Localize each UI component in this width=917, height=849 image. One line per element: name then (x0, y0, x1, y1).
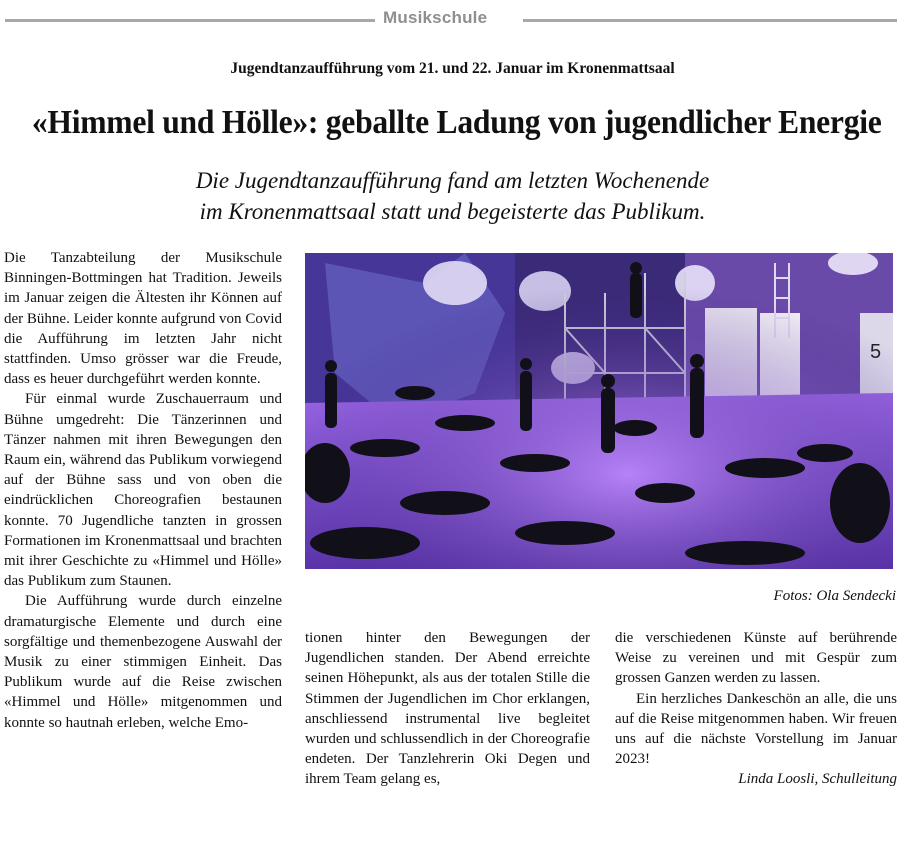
article-column-1 (4, 248, 282, 733)
paragraph: tionen hinter den Bewegungen der Jugendlichen standen. Der Abend erreichte seinen Höhepunkt, als aus der totalen Stille die Stimmen der Jugendlichen im Chor erklangen, anschliessend instrumental live begleitet wurden und schlussendlich in der Choreografie endeten. Der Tanzlehrerin Oki Degen und ihrem Team gelang es, (305, 630, 590, 788)
lead-line-2: im Kronenmattsaal statt und begeisterte das Publikum. (199, 199, 706, 224)
author-signature: Linda Loosli, Schulleitung (738, 771, 897, 788)
article-lead (0, 165, 905, 227)
paragraph: Die Tanzabteilung der Musikschule Binningen-Bottmingen hat Tradition. Jeweils im Januar zeigen die Ältesten ihr Können auf der Bühne. Leider konnte aufgrund von Covid die Aufführung im letzten Jahr nicht stattfinden. Umso grösser war die Freude, dass es heuer durchgeführt werden konnte. (4, 250, 282, 388)
section-rule-right (523, 19, 897, 22)
article-headline: «Himmel und Hölle»: geballte Ladung von jugendlicher Energie (31, 104, 882, 141)
article-column-2 (305, 628, 590, 790)
lead-line-1: Die Jugendtanzaufführung fand am letzten Wochenende (195, 168, 710, 193)
article-column-3 (615, 628, 897, 790)
dance-performance-photo (305, 253, 893, 569)
paragraph: die verschiedenen Künste auf berührende Weise zu vereinen und mit Gespür zum grossen Ganzen werden zu lassen. (615, 630, 897, 687)
section-rule-left (5, 19, 375, 22)
paragraph: Die Aufführung wurde durch einzelne dramaturgische Elemente und durch eine sorgfältige und themenbezogene Auswahl der Musik zu einer stimmigen Einheit. Das Publikum wurde auf die Reise zwischen «Himmel und Hölle» mitgenommen und konnte so hautnah erleben, welche Emo- (4, 593, 282, 731)
paragraph: Für einmal wurde Zuschauerraum und Bühne umgedreht: Die Tänzerinnen und Tänzer nahmen mit ihren Bewegungen den Raum ein, während das Publikum vorwiegend auf der Bühne sass und von oben die eindrücklichen Choreografien bestaunen konnte. 70 Jugendliche tanzten in grossen Formationen im Kronenmattsaal und brachten mit ihrer Geschichte zu «Himmel und Hölle» das Publikum zum Staunen. (4, 391, 282, 590)
photo-credit: Fotos: Ola Sendecki (773, 588, 896, 604)
section-label: Musikschule (383, 8, 488, 27)
stage-light (305, 253, 893, 569)
article-kicker: Jugendtanzaufführung vom 21. und 22. Januar im Kronenmattsaal (230, 60, 675, 77)
photo-illustration (305, 253, 893, 569)
section-header (5, 9, 897, 27)
paragraph: Ein herzliches Dankeschön an alle, die uns auf die Reise mitgenommen haben. Wir freuen uns auf die nächste Vorstellung im Januar 2023! (615, 690, 897, 768)
